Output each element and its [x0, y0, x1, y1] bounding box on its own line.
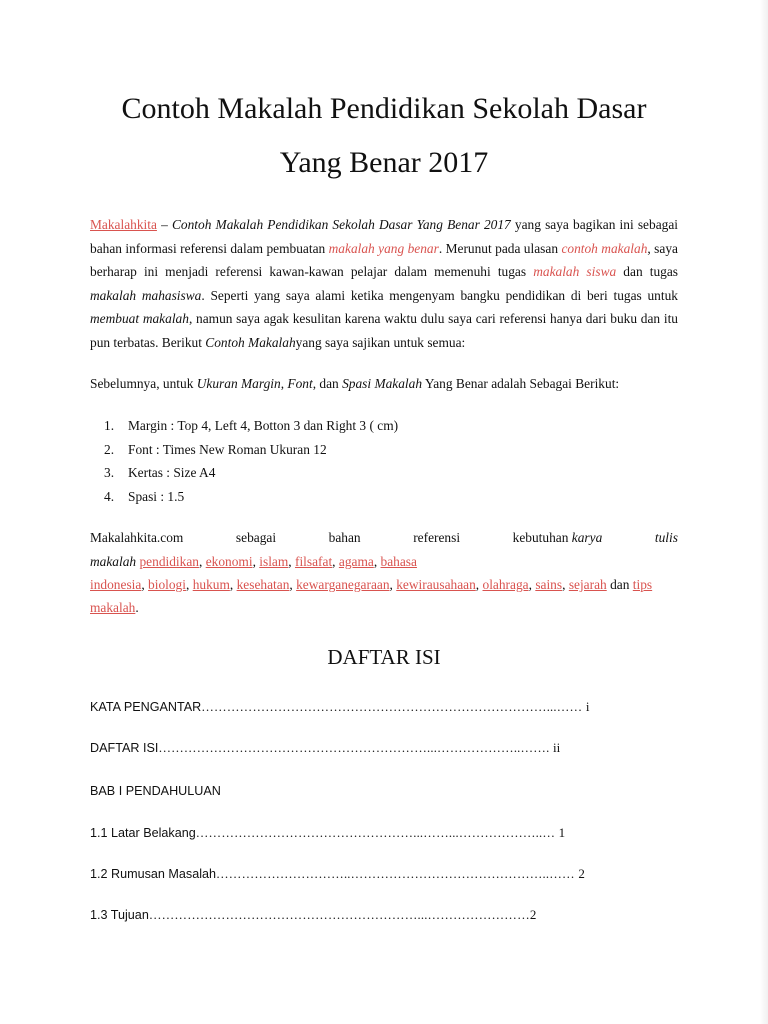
document-title-line-2: Yang Benar 2017: [279, 146, 489, 179]
text: Yang Benar adalah Sebagai Berikut:: [422, 376, 620, 391]
category-link-agama[interactable]: agama: [338, 554, 374, 569]
site-link[interactable]: Makalahkita: [90, 217, 157, 232]
separator: ,: [229, 577, 237, 592]
intro-text: yang saya bagikan ini sebagai bahan informasi referensi dalam pembuatan: [90, 217, 679, 256]
toc-entry: [90, 866, 585, 882]
category-link-filsafat[interactable]: filsafat: [294, 554, 333, 569]
category-link-ekonomi[interactable]: ekonomi: [205, 554, 253, 569]
list-text: Kertas : Size A4: [128, 465, 216, 480]
separator: ,: [185, 577, 193, 592]
category-link-biologi[interactable]: biologi: [148, 577, 186, 592]
toc-entry: [90, 699, 589, 715]
separator: ,: [475, 577, 483, 592]
tags-word: bahan: [328, 530, 361, 545]
text: ,: [280, 376, 288, 391]
toc-page: 2: [578, 866, 585, 881]
intro-text: dan tugas: [616, 264, 679, 279]
toc-entry: [90, 740, 560, 756]
tags-word-group: [513, 530, 603, 546]
tags-word: referensi: [413, 530, 461, 545]
separator: ,: [252, 554, 260, 569]
intro-italic: membuat makalah: [90, 311, 189, 326]
dash: –: [156, 217, 172, 232]
toc-label: DAFTAR ISI: [90, 741, 159, 755]
list-text: Font : Times New Roman Ukuran 12: [128, 441, 327, 457]
separator: ,: [141, 577, 149, 592]
format-list: [104, 414, 398, 508]
category-link-tips[interactable]: tips: [632, 577, 653, 592]
document-title-line-1: Contoh Makalah Pendidikan Sekolah Dasar: [121, 92, 647, 125]
intro-italic: makalah mahasiswa: [90, 287, 202, 303]
tags-word: Makalahkita.com: [90, 530, 184, 545]
list-item: [104, 438, 398, 462]
category-link-kewirausahaan[interactable]: kewirausahaan: [396, 577, 476, 592]
toc-label: KATA PENGANTAR: [90, 700, 202, 714]
page-edge-shadow: [760, 0, 768, 1024]
tags-word-italic: tulis: [654, 530, 678, 545]
toc-entry: [90, 825, 565, 841]
intro-text: yang saya sajikan untuk semua:: [295, 334, 466, 350]
text: .: [135, 600, 139, 615]
intro-text: . Seperti yang saya alami ketika mengenyam bangku pendidikan di beri tugas untuk: [201, 287, 678, 303]
category-link-sejarah[interactable]: sejarah: [568, 577, 607, 592]
category-link-kesehatan[interactable]: kesehatan: [236, 577, 290, 592]
tags-row-2: [90, 554, 417, 570]
category-link-sains[interactable]: sains: [535, 577, 563, 592]
tags-word-italic: karya: [571, 530, 603, 545]
separator: ,: [528, 577, 536, 592]
keyword-link[interactable]: contoh makalah: [561, 240, 648, 256]
separator: ,: [389, 577, 397, 592]
category-link-makalah[interactable]: makalah: [90, 600, 136, 615]
category-link-hukum[interactable]: hukum: [192, 577, 230, 592]
list-number: 2.: [104, 441, 115, 457]
category-link-islam[interactable]: islam: [259, 554, 289, 569]
toc-label: 1.2 Rumusan Masalah: [90, 867, 217, 881]
intro-text: , namun saya agak kesulitan karena waktu dulu saya cari referensi hanya dari buku dan itu pun terbatas. Berikut: [90, 311, 678, 350]
separator: ,: [373, 554, 381, 569]
tags-row-3: [90, 577, 652, 593]
separator: ,: [562, 577, 569, 592]
category-link-pendidikan[interactable]: pendidikan: [139, 554, 199, 569]
category-link-bahasa[interactable]: bahasa: [380, 554, 417, 569]
list-item: [104, 461, 398, 485]
category-link-kewarganegaraan[interactable]: kewarganegaraan: [296, 577, 390, 592]
toc-leader: ………………………………………………………...………………..…….: [158, 741, 550, 755]
list-item: [104, 414, 398, 438]
list-number: 4.: [104, 488, 115, 504]
category-link-olahraga[interactable]: olahraga: [482, 577, 529, 592]
intro-text: . Merunut pada ulasan: [438, 240, 562, 256]
text: dan: [610, 577, 630, 592]
intro-text: , saya berharap ini menjadi referensi kawan-kawan pelajar dalam memenuhi tugas: [90, 240, 678, 279]
toc-leader: ……………………………………………...……...………………..…: [195, 826, 556, 840]
toc-label: BAB I PENDAHULUAN: [90, 784, 221, 798]
tags-row-1: [90, 530, 678, 546]
list-text: Spasi : 1.5: [128, 488, 185, 504]
separator: ,: [332, 554, 339, 569]
tags-row-4: [90, 600, 139, 616]
intro-italic: Contoh Makalah: [205, 334, 296, 350]
separator: ,: [288, 554, 295, 569]
toc-leader: ………………………………………………………...……………………: [148, 908, 530, 922]
toc-entry: [90, 783, 221, 799]
intro-paragraph: [90, 213, 678, 354]
italic-term: Font: [287, 376, 313, 391]
tags-word: sebagai: [235, 530, 277, 545]
list-number: 1.: [104, 418, 115, 433]
toc-page: ii: [552, 740, 561, 755]
toc-label: 1.1 Latar Belakang: [90, 826, 196, 840]
toc-page: i: [585, 699, 590, 714]
toc-page: 1: [558, 825, 566, 840]
toc-heading: DAFTAR ISI: [327, 645, 441, 669]
toc-entry: [90, 907, 536, 923]
list-number: 3.: [104, 465, 115, 480]
keyword-link[interactable]: makalah siswa: [533, 264, 617, 279]
tags-word: kebutuhan: [512, 530, 569, 545]
intro-italic-title: Contoh Makalah Pendidikan Sekolah Dasar Yang Benar 2017: [171, 217, 511, 232]
list-text: Margin : Top 4, Left 4, Botton 3 dan Right 3 ( cm): [128, 418, 399, 433]
italic-term: Ukuran Margin: [196, 376, 281, 391]
separator: ,: [198, 554, 206, 569]
toc-leader: ………………………………………………………………………...……: [201, 700, 583, 714]
category-link-indonesia[interactable]: indonesia: [90, 577, 142, 592]
list-item: [104, 485, 398, 509]
text: , dan: [312, 376, 343, 391]
separator: ,: [289, 577, 297, 592]
toc-page: 2: [529, 907, 537, 922]
italic-term: Spasi Makalah: [342, 376, 423, 391]
toc-leader: …………………………..………………………………………..……: [216, 867, 575, 881]
tags-word-italic: makalah: [90, 554, 137, 569]
text: Sebelumnya, untuk: [90, 376, 197, 391]
keyword-link[interactable]: makalah yang benar: [328, 240, 439, 256]
toc-label: 1.3 Tujuan: [90, 908, 149, 922]
before-list-sentence: [90, 376, 619, 392]
